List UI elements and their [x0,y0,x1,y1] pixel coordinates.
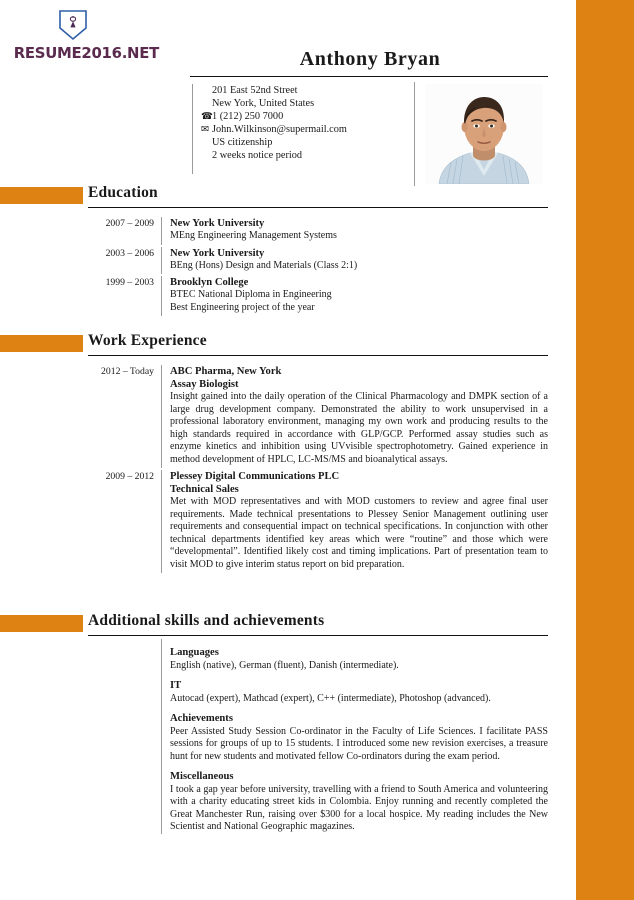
accent-swatch [0,335,83,352]
photo-frame [414,82,544,186]
entry-org: ABC Pharma, New York [170,366,282,377]
contact-text-5: 2 weeks notice period [212,150,303,162]
entry-org: Brooklyn College [170,277,249,289]
entry-body [161,217,548,245]
list-item [88,217,548,245]
list-item [88,276,548,316]
entry-date: 1999 – 2003 [105,277,154,289]
section-additional-skills [0,611,576,841]
skill-label: Languages [170,647,219,658]
contact-text-4: US citizenship [212,137,273,149]
entry-detail: BEng (Hons) Design and Materials (Class 2:1) [170,259,358,271]
skills-list [161,639,548,834]
section-header-education [0,185,576,211]
entry-body [161,247,548,275]
avatar [425,84,543,184]
skill-body: I took a gap year before university, travelling with a friend to South America and volunteering with a charity educating street kids in Colombia. Enjoy running and recently completed the Great Manchester Run, raising over $300 for a local hospice. My reading includes the New Scientist and National Geographic magazines. [170,783,548,832]
shield-badge-icon [56,8,90,42]
contact-text-email[interactable]: John.Wilkinson@supermail.com [212,124,347,136]
envelope-icon: ✉ [201,124,209,136]
list-item [170,770,548,834]
phone-icon: ☎ [201,111,213,123]
section-divider [88,207,548,208]
entry-date: 2009 – 2012 [105,471,154,482]
entry-description: Met with MOD representatives and with MOD customers to review and agree final user requirements. Made technical presentations to Plessey Senior Management outlining user requirements and consequential impact on technical specifications. In conjunction with other technical departments identified key areas which were “routine” and those which were “developmental”. Identified likely cost and timing implications. Part of presentation team to visit MOD to give interim status report on bid preparation. [170,496,548,570]
section-header-work [0,333,576,359]
entry-body [161,276,548,316]
list-item [88,365,548,468]
entry-date: 2012 – Today [101,366,154,377]
work-entries [88,359,548,573]
entry-role: Technical Sales [170,484,239,495]
list-item [88,470,548,573]
section-education [0,183,576,318]
section-divider [88,355,548,356]
section-divider [88,635,548,636]
entry-description: Insight gained into the daily operation of the Clinical Pharmacology and DMPK section of a large drug development company. Demonstrated the ability to work unsupervised in a professional laboratory environment, managing my own work and producing results to the high standards required in accordance with GLP/GCP. Performed assay studies such as enzyme kinetics and inhibition using UVvisible spectrophotometry. Gained experience in method development of HPLC, LC-MS/MS and bioanalytical assays. [170,391,548,465]
skill-body: Peer Assisted Study Session Co-ordinator in the Faculty of Life Sciences. I facilitate PASS sessions for groups of up to 15 students. I introduced some new revision exercises, a treasure hunt for new students and motivated fellow Co-ordinators during the exam period. [170,725,548,762]
entry-detail: Best Engineering project of the year [170,301,315,313]
accent-swatch [0,187,83,204]
title-divider [190,76,548,77]
list-item [170,712,548,763]
education-entries [88,211,548,316]
section-work-experience [0,331,576,575]
accent-sidebar [576,0,634,900]
site-logo [8,8,158,62]
skill-label: Miscellaneous [170,771,234,782]
list-item [170,679,548,705]
contact-line [201,110,416,123]
entry-org: Plessey Digital Communications PLC [170,471,340,482]
contact-line [201,97,416,110]
entry-role: Assay Biologist [170,379,239,390]
accent-swatch [0,615,83,632]
contact-text-phone: 1 (212) 250 7000 [212,111,284,123]
entry-org: New York University [170,247,265,259]
section-header-skills [0,613,576,639]
section-title: Additional skills and achievements [88,612,325,629]
list-item [170,646,548,672]
skill-label: Achievements [170,713,233,724]
entry-body [161,470,548,573]
contact-line [201,123,416,136]
entry-date: 2007 – 2009 [105,218,154,229]
contact-line [201,136,416,149]
entry-body [161,365,548,468]
contact-text-0: 201 East 52nd Street [212,85,298,96]
skill-body: Autocad (expert), Mathcad (expert), C++ (intermediate), Photoshop (advanced). [170,692,491,704]
contact-text-1: New York, United States [212,98,315,110]
page-title: Anthony Bryan [299,48,441,70]
logo-text: RESUME2016.NET [13,44,159,62]
list-item [88,247,548,275]
contact-line [201,84,416,97]
contact-block [192,84,416,174]
contact-line [201,149,416,162]
skill-label: IT [170,680,182,691]
entry-date: 2003 – 2006 [105,247,154,259]
entry-detail: MEng Engineering Management Systems [170,230,337,241]
entry-org: New York University [170,218,265,229]
section-title: Work Experience [88,332,207,349]
entry-detail: BTEC National Diploma in Engineering [170,289,332,301]
skill-body: English (native), German (fluent), Danish (intermediate). [170,659,399,671]
section-title: Education [88,184,158,201]
